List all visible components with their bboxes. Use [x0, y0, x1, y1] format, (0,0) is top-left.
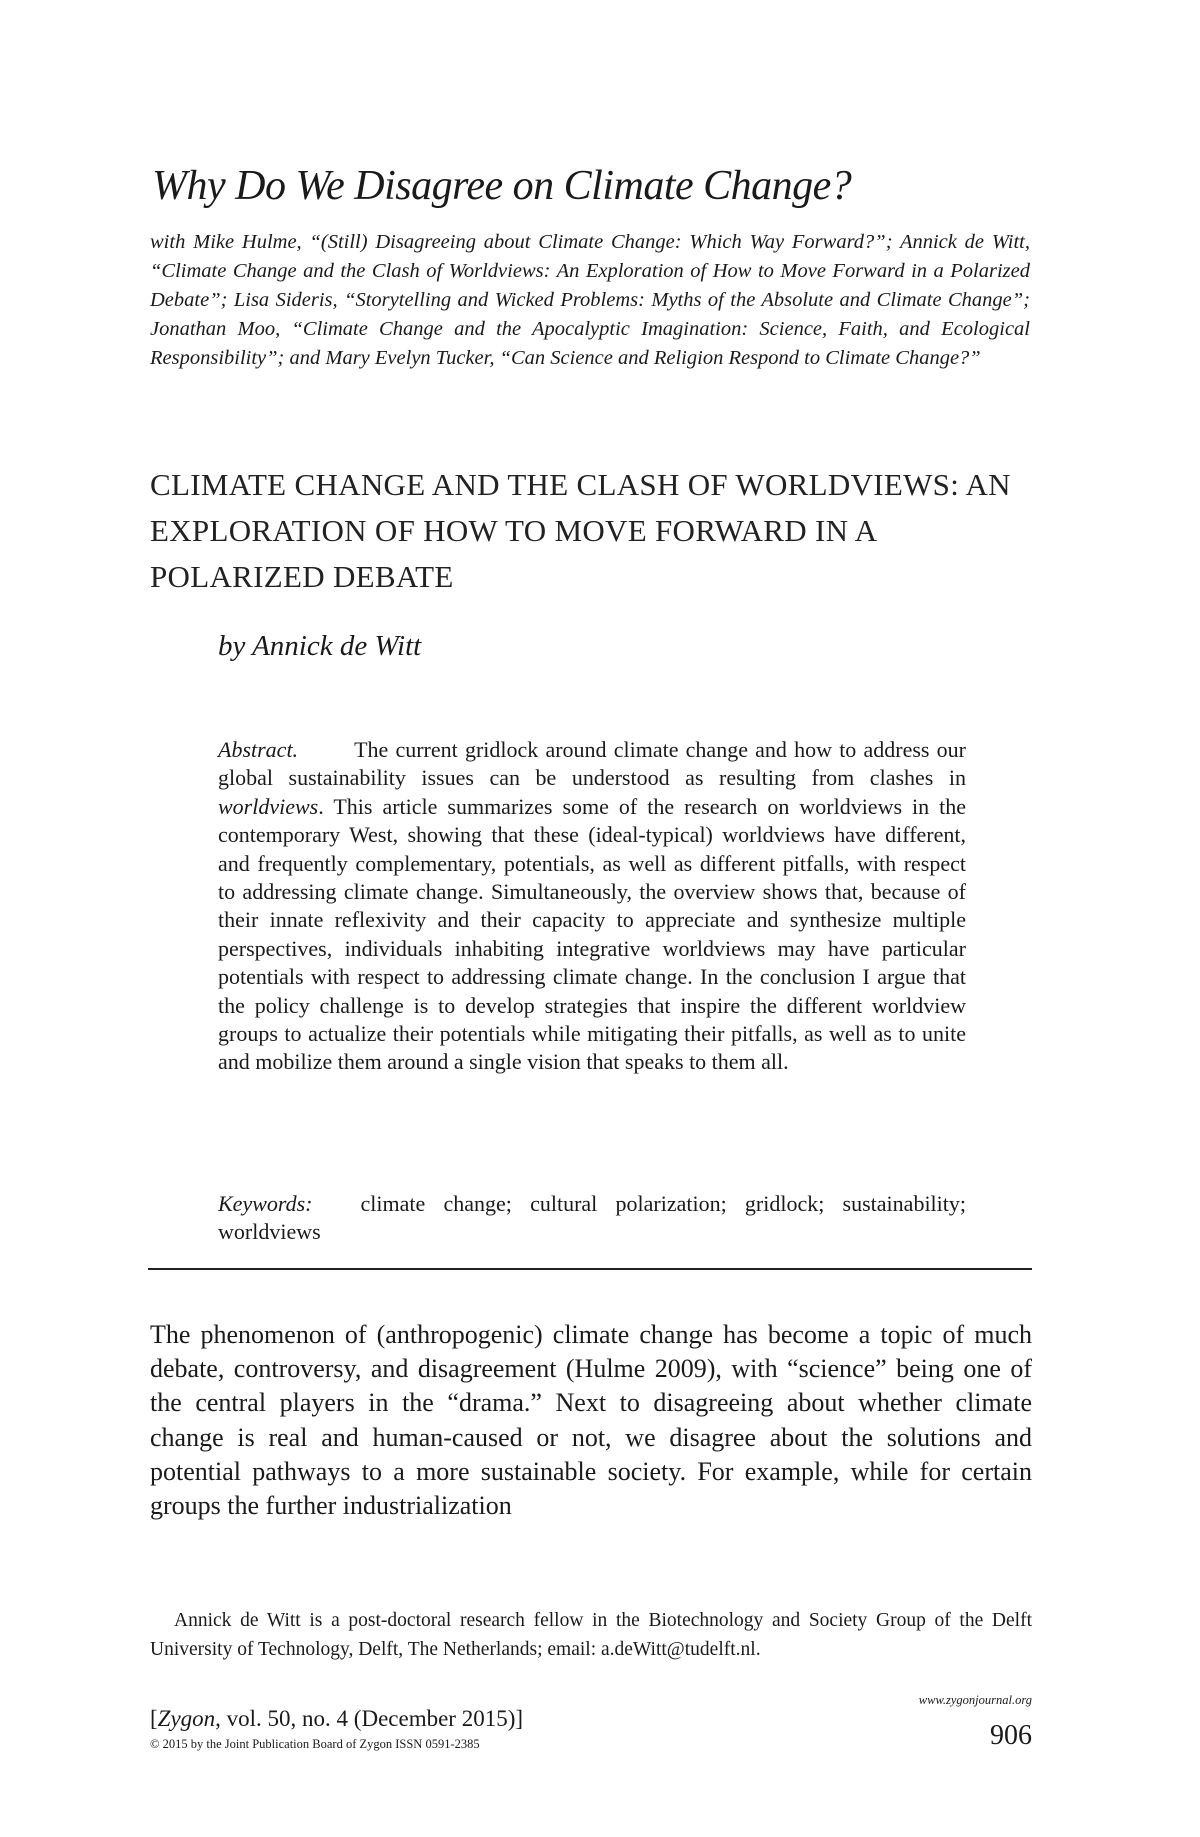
section-divider: [148, 1268, 1032, 1270]
abstract-text-part2: . This article summarizes some of the research on worldviews in the contemporary West, showing that these (ideal-typical) worldviews have different, and frequently complementary, potentials, as well as different pitfalls, with respect to addressing climate change. Simultaneously, the overview shows that, because of their innate reflexivity and their capacity to appreciate and synthesize multiple perspectives, individuals inhabiting integrative worldviews may have particular potentials with respect to addressing climate change. In the conclusion I argue that the policy challenge is to develop strategies that inspire the different worldview groups to actualize their potentials while mitigating their pitfalls, as well as to unite and mobilize them around a single vision that speaks to them all.: [218, 793, 966, 1075]
abstract-emphasis: worldviews: [218, 793, 319, 819]
citation-details: , vol. 50, no. 4 (December 2015)]: [215, 1706, 524, 1731]
abstract-label: Abstract.: [218, 737, 299, 762]
author-footnote: Annick de Witt is a post-doctoral research fellow in the Biotechnology and Society Group of the Delft University of Technology, Delft, The Netherlands; email: a.deWitt@tudelft.nl.: [150, 1610, 1032, 1660]
article-title: CLIMATE CHANGE AND THE CLASH OF WORLDVIEWS: AN EXPLORATION OF HOW TO MOVE FORWARD IN A POLARIZED DEBATE: [150, 467, 1011, 594]
journal-website: www.zygonjournal.org: [918, 1693, 1032, 1707]
abstract-text-part1: The current gridlock around climate change and how to address our global sustainability issues can be understood as resulting from clashes in: [218, 737, 966, 791]
body-paragraph: The phenomenon of (anthropogenic) climate change has become a topic of much debate, controversy, and disagreement (Hulme 2009), with “science” being one of the central players in the “drama.” Next to disagreeing about whether climate change is real and human-caused or not, we disagree about the solutions and potential pathways to a more sustainable society. For example, while for certain groups the further industrialization: [150, 1320, 1032, 1521]
journal-citation: [150, 1705, 523, 1733]
author-byline: by Annick de Witt: [218, 630, 422, 662]
keywords-text: climate change; cultural polarization; gridlock; sustainability; worldviews: [218, 1191, 966, 1245]
keywords-label: Keywords:: [218, 1191, 313, 1216]
symposium-contributors-note: with Mike Hulme, “(Still) Disagreeing about Climate Change: Which Way Forward?”; Annick de Witt, “Climate Change and the Clash of Worldviews: An Exploration of How to Move Forward in a Polarized Debate”; Lisa Sideris, “Storytelling and Wicked Problems: Myths of the Absolute and Climate Change”; Jonathan Moo, “Climate Change and the Apocalyptic Imagination: Science, Faith, and Ecological Responsibility”; and Mary Evelyn Tucker, “Can Science and Religion Respond to Climate Change?”: [150, 231, 1030, 369]
journal-name: Zygon: [157, 1706, 216, 1731]
copyright-line: © 2015 by the Joint Publication Board of Zygon ISSN 0591-2385: [150, 1737, 480, 1751]
citation-bracket-open: [: [150, 1706, 158, 1731]
keywords: [218, 1190, 966, 1247]
abstract: [218, 736, 966, 1077]
page-number: 906: [990, 1720, 1032, 1751]
symposium-title: Why Do We Disagree on Climate Change?: [152, 163, 852, 209]
